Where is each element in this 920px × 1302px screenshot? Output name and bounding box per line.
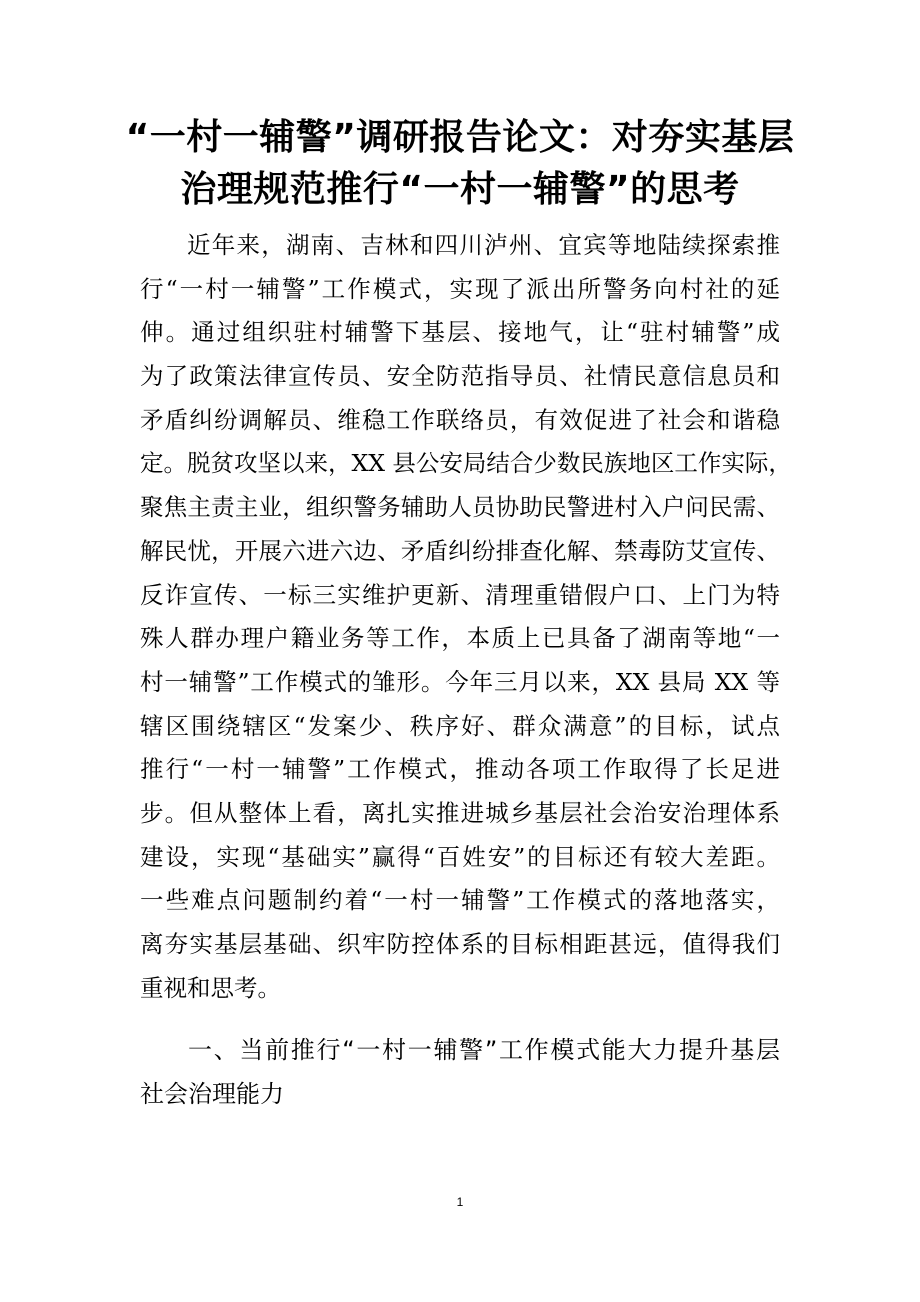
paragraph-line: 聚焦主责主业，组织警务辅助人员协助民警进村入户问民需、 bbox=[140, 493, 780, 522]
paragraph-line: 行“一村一辅警”工作模式，实现了派出所警务向村社的延 bbox=[140, 274, 780, 303]
paragraph-line: 解民忧，开展六进六边、矛盾纠纷排查化解、禁毒防艾宣传、 bbox=[140, 536, 780, 565]
document-title bbox=[100, 112, 820, 216]
title-line: 治理规范推行“一村一辅警”的思考 bbox=[180, 169, 740, 210]
heading-line: 一、当前推行“一村一辅警”工作模式能大力提升基层 bbox=[188, 1036, 780, 1064]
paragraph-line: 伸。通过组织驻村辅警下基层、接地气，让“驻村辅警”成 bbox=[140, 318, 780, 347]
paragraph-line: 一些难点问题制约着“一村一辅警”工作模式的落地落实， bbox=[140, 886, 780, 915]
paragraph-line: 殊人群办理户籍业务等工作，本质上已具备了湖南等地“一 bbox=[140, 624, 780, 653]
paragraph-line: 重视和思考。 bbox=[140, 973, 281, 1002]
paragraph-line: 矛盾纠纷调解员、维稳工作联络员，有效促进了社会和谐稳 bbox=[140, 405, 780, 434]
page-number: 1 bbox=[456, 1195, 464, 1209]
title-line: “一村一辅警”调研报告论文：对夯实基层 bbox=[125, 117, 795, 158]
paragraph-line: 建设，实现“基础实”赢得“百姓安”的目标还有较大差距。 bbox=[140, 842, 780, 871]
section-heading bbox=[140, 1028, 780, 1116]
paragraph-line: 推行“一村一辅警”工作模式，推动各项工作取得了长足进 bbox=[140, 755, 780, 784]
paragraph-line: 近年来，湖南、吉林和四川泸州、宜宾等地陆续探索推 bbox=[187, 231, 780, 259]
paragraph-line: 定。脱贫攻坚以来，XX 县公安局结合少数民族地区工作实际， bbox=[140, 449, 792, 478]
paragraph-line: 村一辅警”工作模式的雏形。今年三月以来，XX 县局 XX 等 bbox=[140, 667, 780, 696]
heading-line: 社会治理能力 bbox=[140, 1080, 284, 1108]
paragraph-line: 反诈宣传、一标三实维护更新、清理重错假户口、上门为特 bbox=[140, 580, 780, 609]
paragraph-line: 离夯实基层基础、织牢防控体系的目标相距甚远，值得我们 bbox=[140, 930, 780, 958]
paragraph-line: 为了政策法律宣传员、安全防范指导员、社情民意信息员和 bbox=[140, 362, 780, 391]
paragraph-line: 步。但从整体上看，离扎实推进城乡基层社会治安治理体系 bbox=[140, 798, 780, 827]
intro-paragraph bbox=[140, 224, 792, 1010]
paragraph-line: 辖区围绕辖区“发案少、秩序好、群众满意”的目标，试点 bbox=[140, 711, 780, 740]
